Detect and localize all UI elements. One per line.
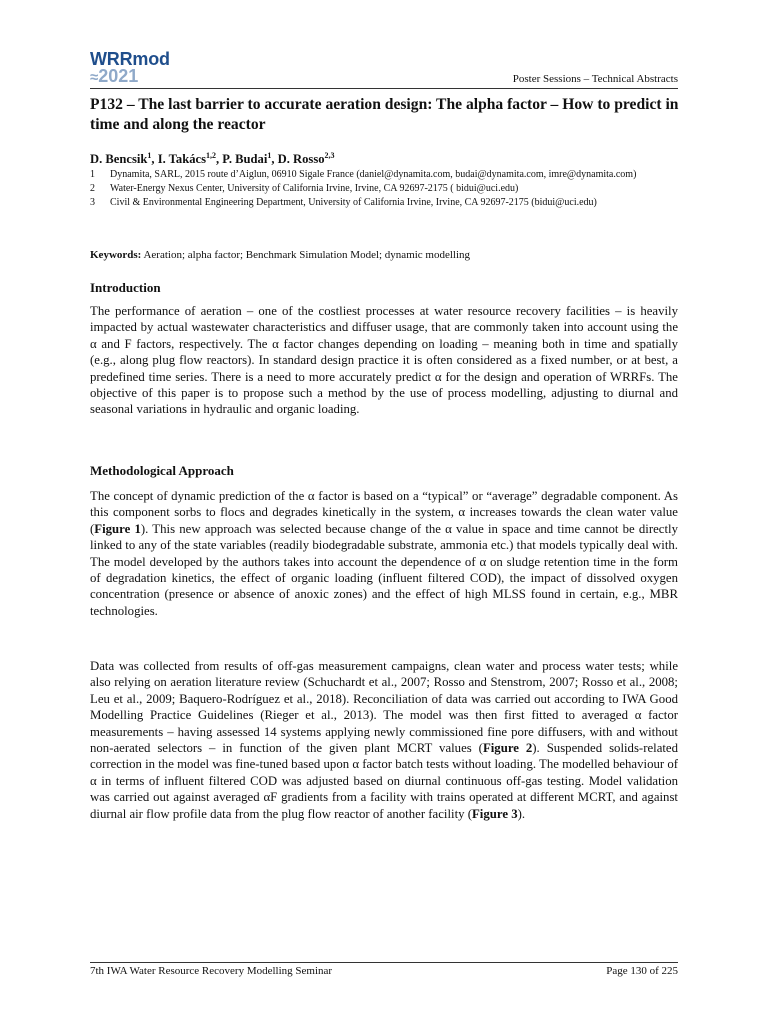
logo-year: 2021 bbox=[98, 66, 139, 86]
figure-reference: Figure 2 bbox=[482, 741, 533, 756]
footer-seminar-name: 7th IWA Water Resource Recovery Modelling Seminar bbox=[90, 965, 333, 977]
keywords-label: Keywords: bbox=[90, 249, 142, 261]
affiliation-number: 1 bbox=[90, 169, 95, 180]
author-name: D. Rosso bbox=[277, 152, 325, 167]
affiliation-list bbox=[90, 168, 678, 210]
author-affil-sup: 1 bbox=[147, 151, 152, 160]
author-affil-sup: 2,3 bbox=[324, 151, 335, 160]
method-paragraph-1 bbox=[90, 488, 678, 619]
author-affil-sup: 1,2 bbox=[206, 151, 216, 160]
author-affil-sup: 1 bbox=[267, 151, 272, 160]
text-run: The concept of dynamic prediction of the α factor is based on a “typical” or “average” degradable component. As this component sorbs to flocs and degrades kinetically in the system, α increases towards the clean water value ( bbox=[90, 489, 678, 536]
footer-divider bbox=[90, 962, 678, 963]
logo-name: WRRmod bbox=[90, 49, 170, 69]
author-name: I. Takács bbox=[157, 152, 206, 167]
affiliation-number: 2 bbox=[90, 183, 95, 194]
figure-reference: Figure 3 bbox=[471, 806, 518, 821]
method-heading: Methodological Approach bbox=[90, 463, 234, 478]
affiliation-text: Civil & Environmental Engineering Department, University of California Irvine, Irvine, CA 92697-2175 (bidui@uci.edu) bbox=[110, 197, 597, 208]
affiliation-text: Dynamita, SARL, 2015 route d’Aiglun, 06910 Sigale France (daniel@dynamita.com, budai@dynamita.com, imre@dynamita.com) bbox=[110, 169, 637, 180]
text-run: Data was collected from results of off-gas measurement campaigns, clean water and process water tests; while also relying on aeration literature review (Schuchardt et al., 2007; Rosso and Stenstrom, 2007; Rosso et al., 2008; Leu et al., 2009; Baquero-Rodríguez et al., 2018). Reconciliation of data was carried out according to IWA Good Modelling Practice Guidelines (Rieger et al., 2013). The model was then first fitted to averaged α factor measurements – having assessed 14 systems applying newly commissioned fine pore diffusers, with and without non-aerated selectors – in function of the given plant MCRT values ( bbox=[90, 659, 678, 756]
wrrmod-logo bbox=[90, 50, 170, 85]
intro-paragraph: The performance of aeration – one of the costliest processes at water resource recovery facilities – is heavily impacted by actual wastewater characteristics and diffuser usage, that are commonly taken into account using the α and F factors, respectively. The α factor changes depending on loading – meaning both in time and spatially (e.g., along plug flow reactors). In standard design practice it is often considered as a fixed number, or at best, a predefined time series. There is a need to more accurately predict α for the design and operation of WRRFs. The objective of this paper is to propose such a method by the use of process modelling, adjusting to diurnal and seasonal variations in hydraulic and organic loading. bbox=[90, 304, 678, 417]
author-name: P. Budai bbox=[222, 152, 268, 167]
affiliation-number: 3 bbox=[90, 197, 95, 208]
header-divider bbox=[90, 88, 678, 89]
wave-icon: ≈ bbox=[90, 69, 99, 86]
logo-year-line bbox=[90, 67, 170, 85]
affiliation-item bbox=[90, 182, 678, 195]
author-list: D. Bencsik$^1$, I. Takács$^{1,2}$, P. Budai$^1$, D. Rosso$^{2,3}$ bbox=[90, 151, 335, 167]
keywords-text: Aeration; alpha factor; Benchmark Simulation Model; dynamic modelling bbox=[143, 249, 471, 261]
header-section-title: Poster Sessions – Technical Abstracts bbox=[512, 73, 678, 85]
author-name: D. Bencsik bbox=[90, 152, 148, 167]
affiliation-item bbox=[90, 168, 678, 181]
affiliation-item bbox=[90, 196, 678, 209]
text-run: ). This new approach was selected because change of the α value in space and time cannot be directly linked to any of the state variables (readily biodegradable substrate, ammonia etc.) that models typically deal with. The model developed by the authors takes into account the dependence of α on sludge retention time in the form of degradation kinetics, the effect of organic loading (influent filtered COD), the impact of dissolved oxygen concentration (presence or absence of anoxic zones) and the effect of high MLSS found in certain, e.g., MBR technologies. bbox=[90, 521, 678, 618]
method-paragraph-2 bbox=[90, 658, 678, 822]
footer-page-number: Page 130 of 225 bbox=[606, 965, 678, 977]
affiliation-text: Water-Energy Nexus Center, University of California Irvine, Irvine, CA 92697-2175 ( bidui@uci.edu) bbox=[110, 183, 519, 194]
figure-reference: Figure 1 bbox=[94, 521, 141, 536]
text-run: ). bbox=[517, 806, 526, 821]
text-run: ). Suspended solids-related correction in the model was fine-tuned based upon α factor batch tests without loading. The modelled behaviour of α in terms of influent filtered COD was adjusted based on diurnal continuous off-gas testing. Model validation was carried out against averaged αF gradients from a facility with trains operated at different MCRT, and against diurnal air flow profile data from the plug flow reactor of another facility ( bbox=[90, 741, 679, 821]
intro-heading: Introduction bbox=[90, 280, 161, 295]
paper-title: P132 – The last barrier to accurate aeration design: The alpha factor – How to predict in time and along the reactor bbox=[90, 96, 679, 133]
keywords bbox=[90, 249, 470, 261]
